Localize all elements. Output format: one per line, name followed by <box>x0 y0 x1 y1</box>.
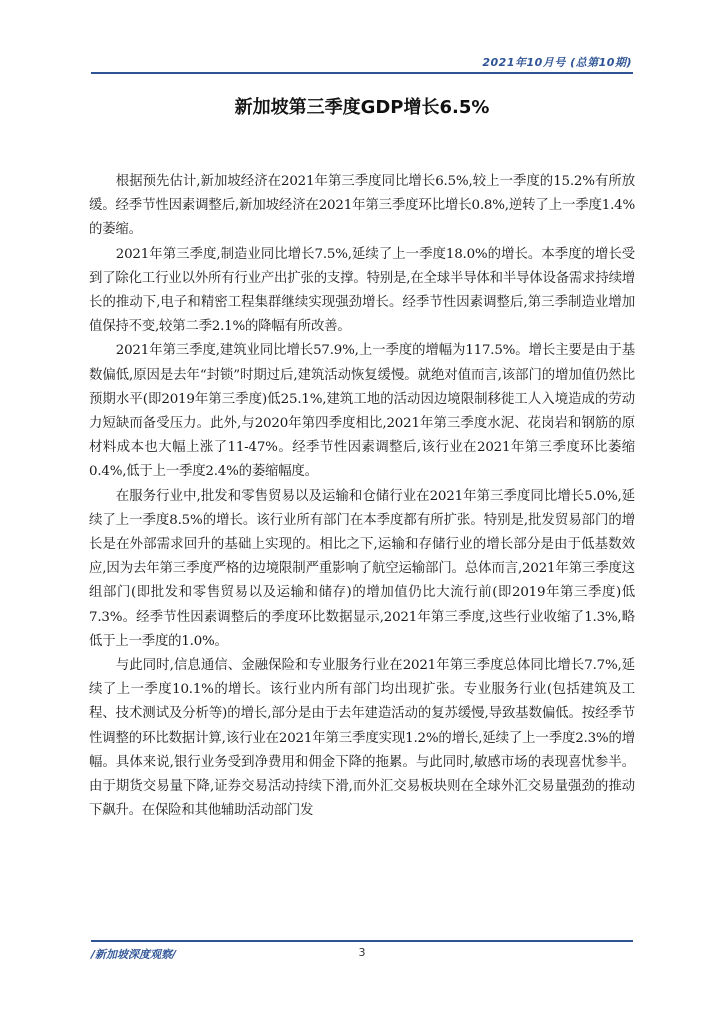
header-divider <box>91 72 633 74</box>
article-body <box>89 170 635 823</box>
paragraph-1: 根据预先估计,新加坡经济在2021年第三季度同比增长6.5%,较上一季度的15.2%有所放缓。经季节性因素调整后,新加坡经济在2021年第三季度环比增长0.8%,逆转了上一季度1.4%的萎缩。 <box>89 174 635 238</box>
article-title: 新加坡第三季度GDP增长6.5% <box>234 97 490 118</box>
footer-divider <box>91 940 633 942</box>
paragraph-2: 2021年第三季度,制造业同比增长7.5%,延续了上一季度18.0%的增长。本季度的增长受到了除化工行业以外所有行业产出扩张的支撑。特别是,在全球半导体和半导体设备需求持续增长的推动下,电子和精密工程集群继续实现强劲增长。经季节性因素调整后,第三季制造业增加值保持不变,较第二季2.1%的降幅有所改善。 <box>89 246 635 335</box>
paragraph-3: 2021年第三季度,建筑业同比增长57.9%,上一季度的增幅为117.5%。增长主要是由于基数偏低,原因是去年“封锁”时期过后,建筑活动恢复缓慢。就绝对值而言,该部门的增加值仍然比预期水平(即2019年第三季度)低25.1%,建筑工地的活动因边境限制移徙工人入境造成的劳动力短缺而备受压力。此外,与2020年第四季度相比,2021年第三季度水泥、花岗岩和钢筋的原材料成本也大幅上涨了11-47%。经季节性因素调整后,该行业在2021年第三季度环比萎缩0.4%,低于上一季度2.4%的萎缩幅度。 <box>89 343 635 480</box>
issue-header: 2021年10月号 (总第10期) <box>482 56 632 69</box>
paragraph-5: 与此同时,信息通信、金融保险和专业服务行业在2021年第三季度总体同比增长7.7%,延续了上一季度10.1%的增长。该行业内所有部门均出现扩张。专业服务行业(包括建筑及工程、技术测试及分析等)的增长,部分是由于去年建造活动的复苏缓慢,导致基数偏低。按经季节性调整的环比数据计算,该行业在2021年第三季度实现1.2%的增长,延续了上一季度2.3%的增幅。具体来说,银行业务受到净费用和佣金下降的拖累。与此同时,敏感市场的表现喜忧参半。由于期货交易量下降,证券交易活动持续下滑,而外汇交易板块则在全球外汇交易量强劲的推动下飙升。在保险和其他辅助活动部门发 <box>89 658 635 819</box>
publication-name: /新加坡深度观察/ <box>91 948 177 961</box>
paragraph-4: 在服务行业中,批发和零售贸易以及运输和仓储行业在2021年第三季度同比增长5.0%,延续了上一季度8.5%的增长。该行业所有部门在本季度都有所扩张。特别是,批发贸易部门的增长是在外部需求回升的基础上实现的。相比之下,运输和存储行业的增长部分是由于低基数效应,因为去年第三季度严格的边境限制严重影响了航空运输部门。总体而言,2021年第三季度这组部门(即批发和零售贸易以及运输和储存)的增加值仍比大流行前(即2019年第三季度)低7.3%。经季节性因素调整后的季度环比数据显示,2021年第三季度,这些行业收缩了1.3%,略低于上一季度的1.0%。 <box>89 488 635 649</box>
page-number: 3 <box>358 946 366 959</box>
